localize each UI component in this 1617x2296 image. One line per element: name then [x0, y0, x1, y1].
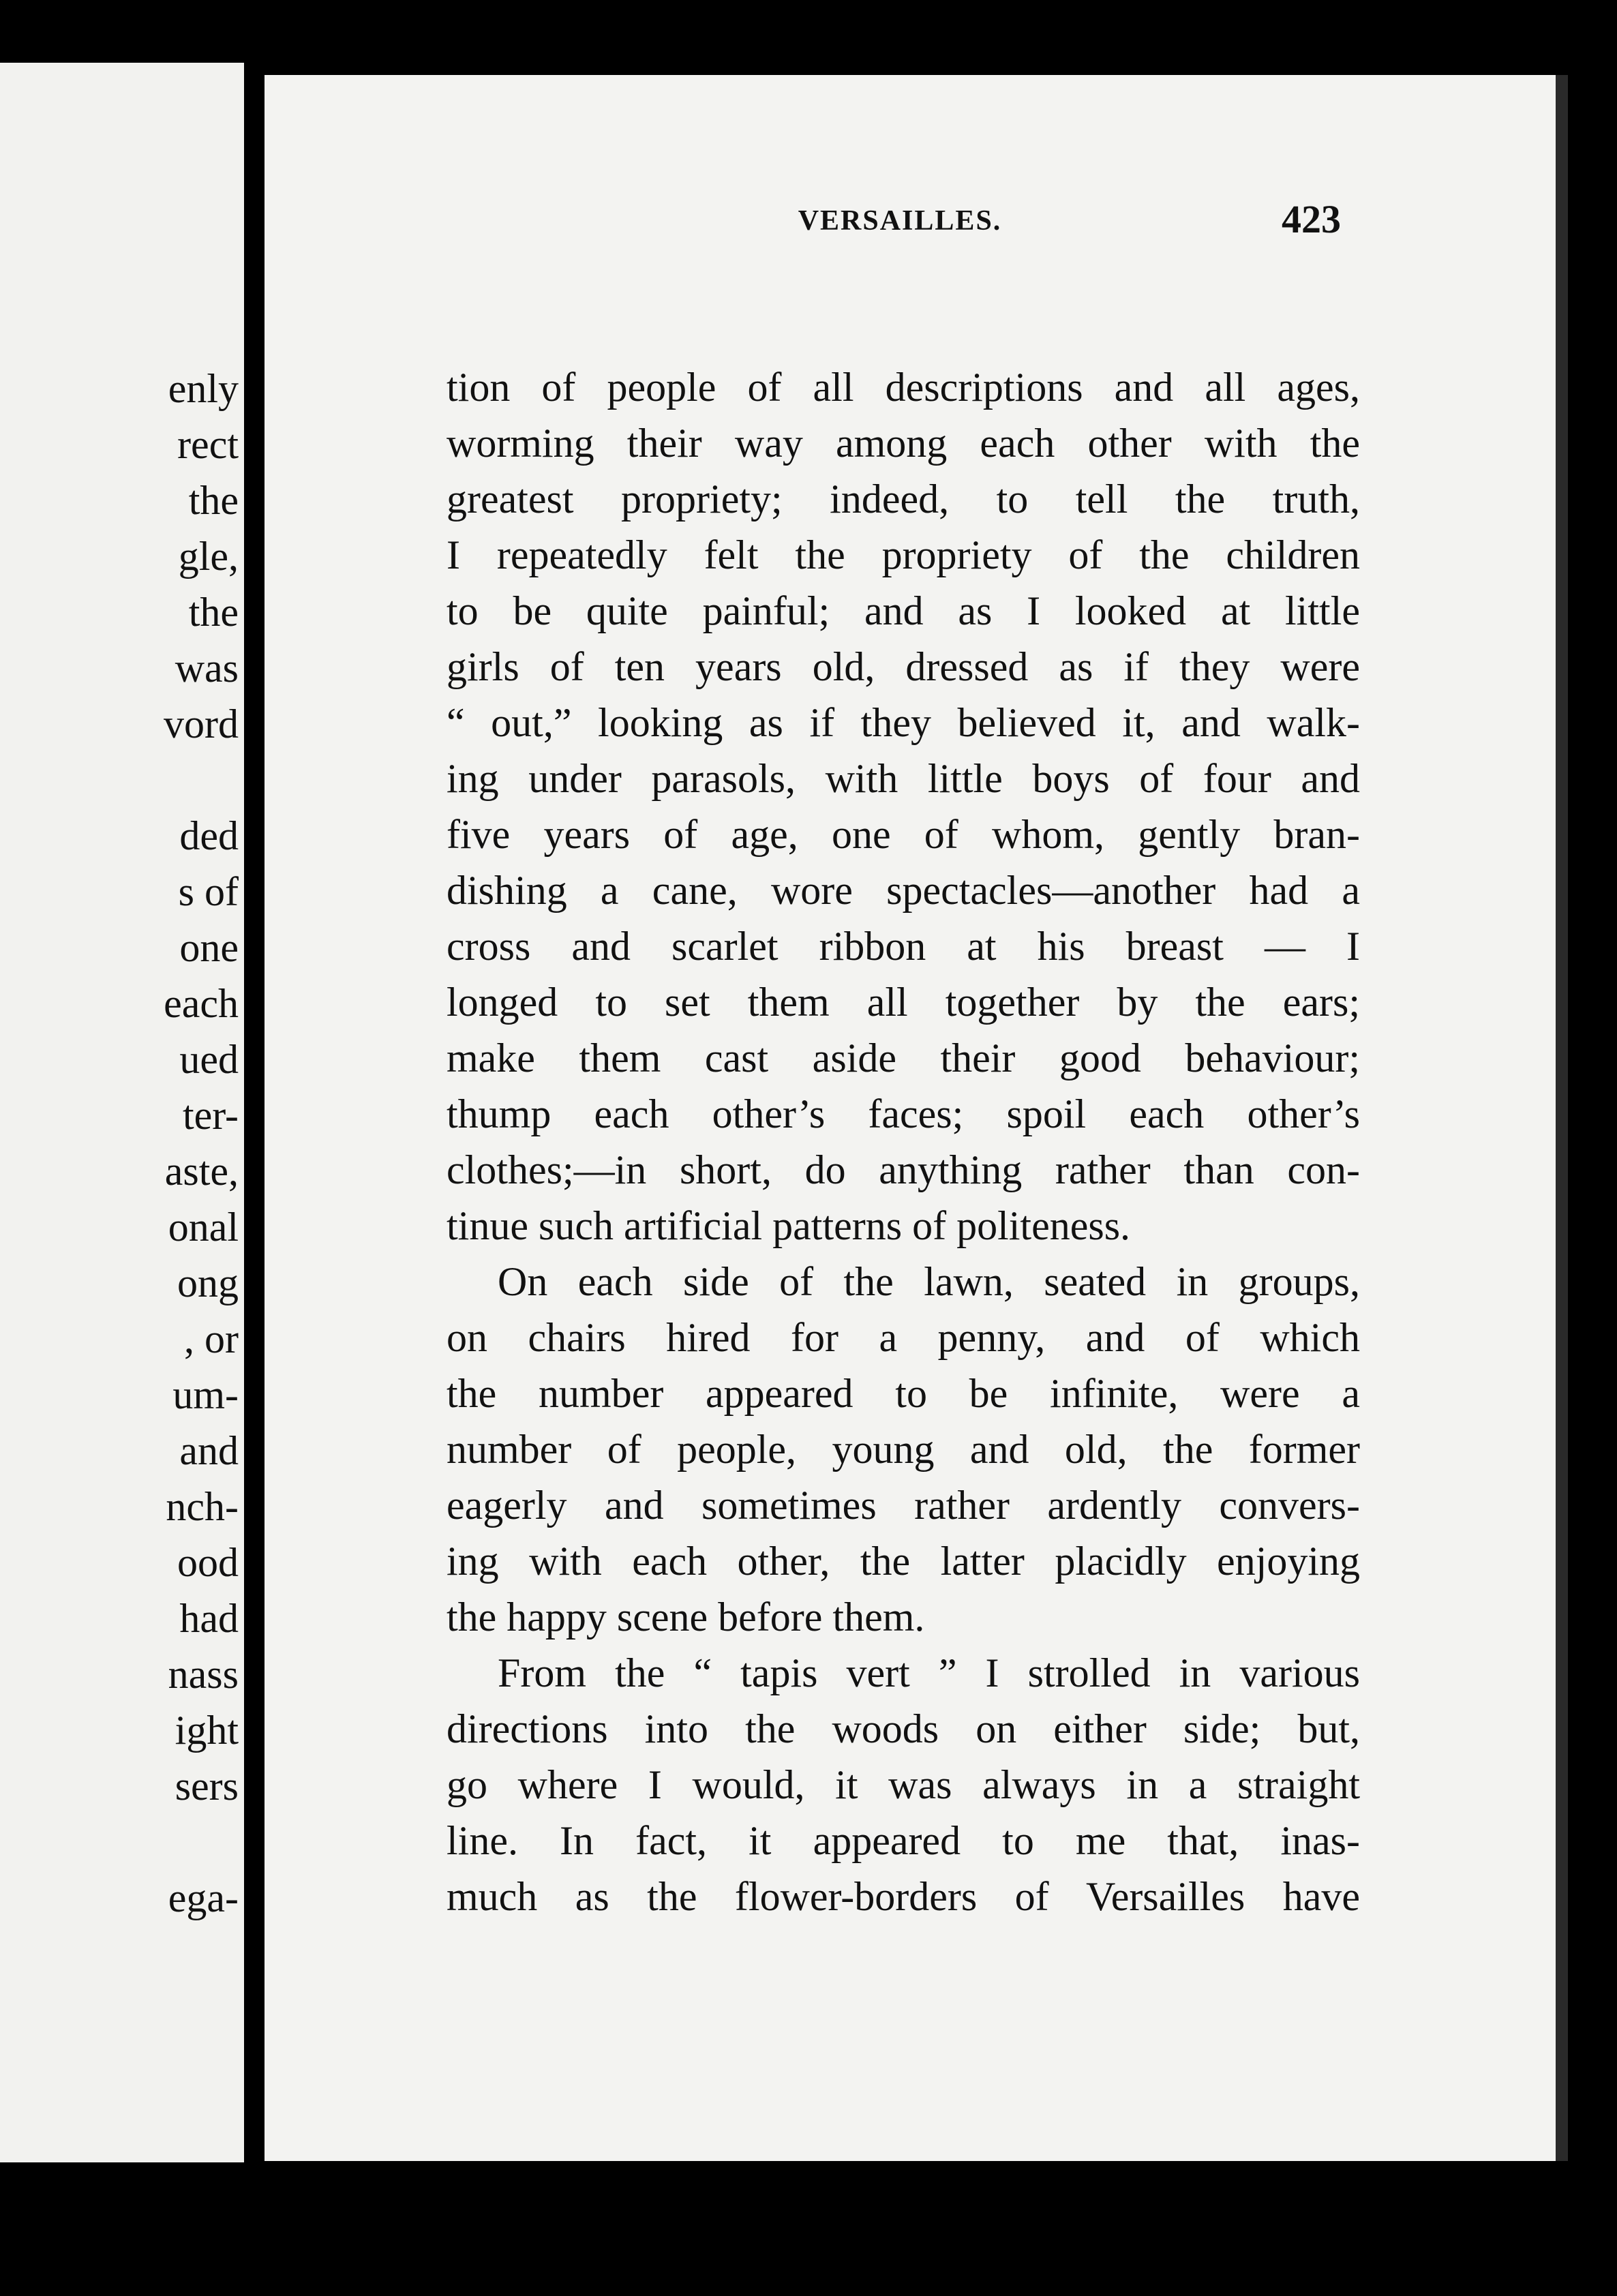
text-line: on chairs hired for a penny, and of which: [447, 1315, 1360, 1360]
running-head: VERSAILLES.: [798, 205, 1002, 237]
text-line: five years of age, one of whom, gently bran-: [447, 812, 1360, 857]
left-fragment: nass: [168, 1652, 239, 1697]
text-line: clothes;—in short, do anything rather than con-: [447, 1147, 1360, 1192]
left-fragment: gle,: [178, 534, 239, 579]
text-line: directions into the woods on either side; but,: [447, 1706, 1360, 1751]
left-fragment: each: [164, 981, 239, 1026]
left-fragment: um-: [172, 1372, 239, 1417]
text-line: much as the flower-borders of Versailles have: [447, 1874, 1360, 1919]
left-fragment: s of: [178, 869, 239, 914]
text-line: number of people, young and old, the former: [447, 1427, 1360, 1472]
page-edge-shadow: [1556, 75, 1568, 2161]
text-line: ing with each other, the latter placidly enjoying: [447, 1539, 1360, 1584]
left-fragment: was: [175, 646, 239, 691]
text-line: I repeatedly felt the propriety of the children: [447, 532, 1360, 577]
book-gutter: [244, 63, 265, 2162]
left-fragment: ight: [175, 1708, 239, 1753]
left-fragment: aste,: [164, 1149, 239, 1194]
page-number: 423: [1282, 197, 1341, 241]
left-fragment: the: [188, 590, 239, 635]
left-fragment: , or: [184, 1316, 239, 1361]
left-fragment: ong: [177, 1260, 239, 1305]
text-line: dishing a cane, wore spectacles—another had a: [447, 868, 1360, 913]
left-fragment: nch-: [166, 1484, 239, 1529]
text-line: line. In fact, it appeared to me that, inas-: [447, 1818, 1360, 1863]
left-fragment: ood: [177, 1540, 239, 1585]
left-fragment: enly: [168, 366, 239, 411]
text-line: tinue such artificial patterns of politeness.: [447, 1203, 1131, 1248]
text-line: to be quite painful; and as I looked at little: [447, 588, 1360, 633]
left-fragment: vord: [164, 701, 239, 746]
left-fragment: rect: [177, 422, 239, 467]
text-line: greatest propriety; indeed, to tell the truth,: [447, 477, 1360, 522]
left-fragment: sers: [175, 1764, 239, 1809]
text-line: the happy scene before them.: [447, 1595, 925, 1640]
text-line: “ out,” looking as if they believed it, and walk-: [447, 700, 1360, 745]
left-fragment: one: [179, 925, 239, 970]
text-line: worming their way among each other with the: [447, 421, 1360, 466]
text-line: From the “ tapis vert ” I strolled in various: [498, 1650, 1360, 1695]
left-fragment: ega-: [168, 1875, 239, 1920]
text-line: girls of ten years old, dressed as if they were: [447, 644, 1360, 689]
left-fragment: had: [179, 1596, 239, 1641]
text-line: On each side of the lawn, seated in groups,: [498, 1259, 1360, 1304]
left-fragment: ded: [179, 813, 239, 858]
text-line: ing under parasols, with little boys of four and: [447, 756, 1360, 801]
text-line: longed to set them all together by the ears;: [447, 980, 1360, 1025]
left-fragment: onal: [168, 1205, 239, 1250]
text-line: cross and scarlet ribbon at his breast — I: [447, 924, 1360, 969]
text-line: eagerly and sometimes rather ardently convers-: [447, 1483, 1360, 1528]
text-line: the number appeared to be infinite, were a: [447, 1371, 1360, 1416]
text-line: go where I would, it was always in a straight: [447, 1762, 1360, 1807]
facing-page-left: [0, 63, 244, 2162]
left-fragment: ter-: [182, 1093, 239, 1138]
text-line: thump each other’s faces; spoil each other’s: [447, 1091, 1360, 1136]
left-fragment: and: [179, 1428, 239, 1473]
left-fragment: the: [188, 478, 239, 523]
text-line: tion of people of all descriptions and all ages,: [447, 365, 1360, 410]
text-line: make them cast aside their good behaviour;: [447, 1036, 1360, 1081]
left-fragment: ued: [179, 1037, 239, 1082]
